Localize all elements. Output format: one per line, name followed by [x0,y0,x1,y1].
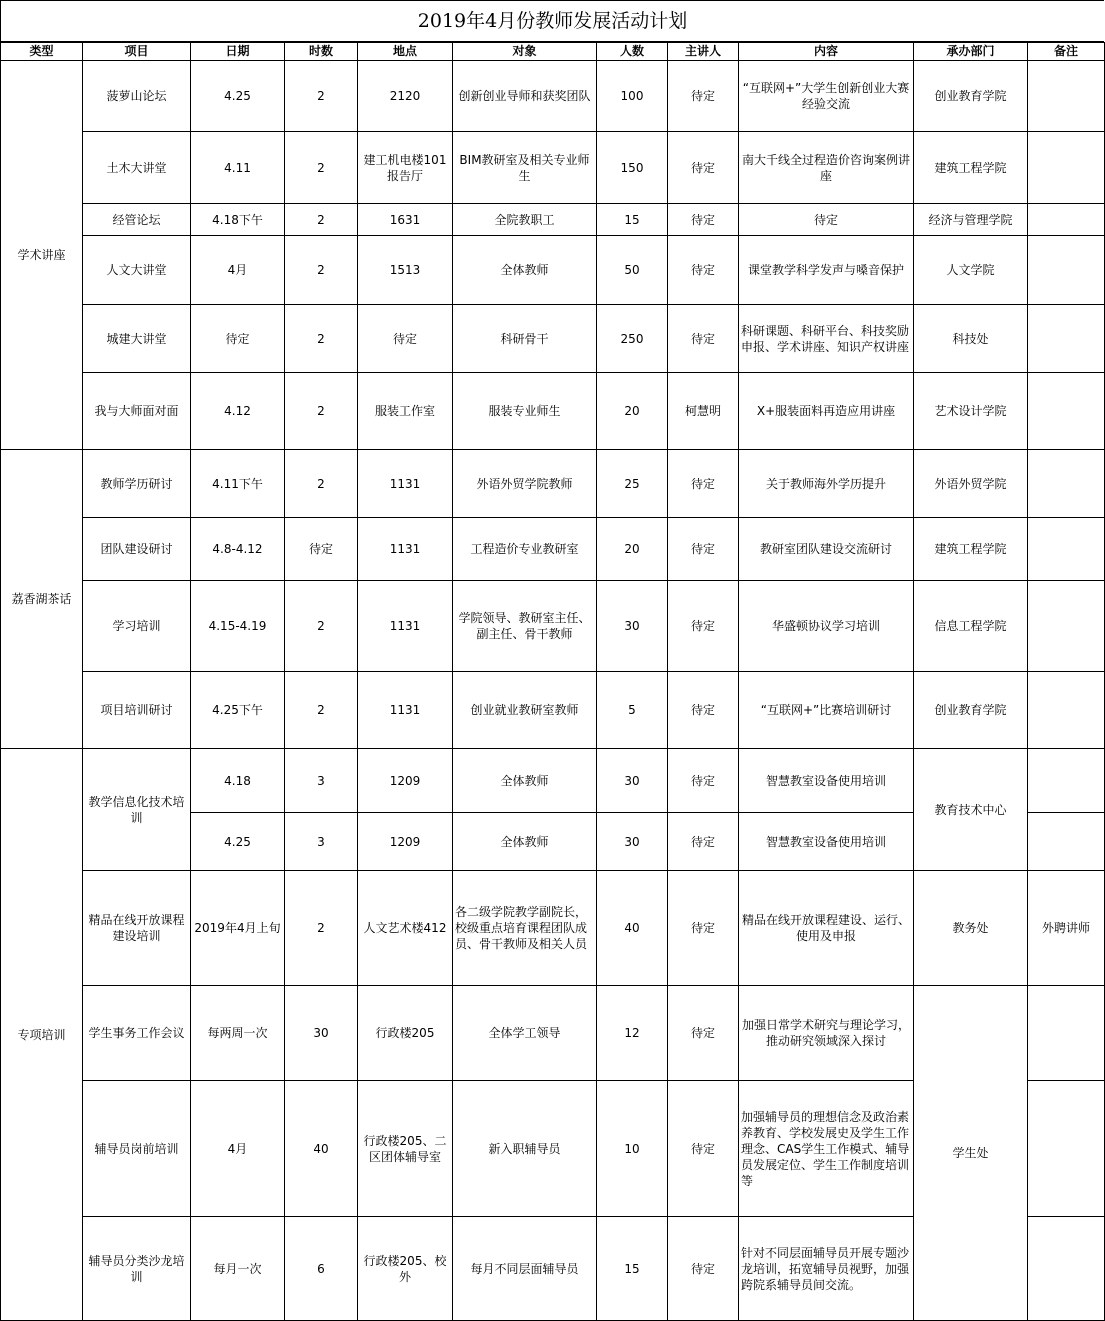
dept-cell: 人文学院 [914,236,1028,305]
note-cell [1028,986,1105,1081]
hours-cell: 2 [285,581,358,672]
content-cell: 关于教师海外学历提升 [739,450,914,518]
dept-cell: 科技处 [914,305,1028,373]
project-cell: 辅导员岗前培训 [83,1081,191,1217]
project-cell: 我与大师面对面 [83,373,191,450]
dept-cell: 经济与管理学院 [914,204,1028,236]
hours-cell: 2 [285,450,358,518]
dept-cell: 教务处 [914,871,1028,986]
table-row [1,61,1105,132]
header-cell: 项目 [83,43,191,61]
table-row [1,581,1105,672]
audience-cell: 每月不同层面辅导员 [453,1217,597,1321]
table-row [1,871,1105,986]
project-cell: 经管论坛 [83,204,191,236]
content-cell: 华盛顿协议学习培训 [739,581,914,672]
table-row [1,450,1105,518]
hours-cell: 30 [285,986,358,1081]
date-cell: 4.15-4.19 [191,581,285,672]
audience-cell: 各二级学院教学副院长，校级重点培育课程团队成员、骨干教师及相关人员 [453,871,597,986]
place-cell: 1131 [358,450,453,518]
note-cell [1028,236,1105,305]
project-cell: 教学信息化技术培训 [83,749,191,871]
audience-cell: BIM教研室及相关专业师生 [453,132,597,204]
project-cell: 城建大讲堂 [83,305,191,373]
header-cell: 人数 [597,43,668,61]
speaker-cell: 待定 [668,1217,739,1321]
speaker-cell: 待定 [668,871,739,986]
date-cell: 每月一次 [191,1217,285,1321]
speaker-cell: 待定 [668,581,739,672]
note-cell [1028,813,1105,871]
content-cell: 加强辅导员的理想信念及政治素养教育、学校发展史及学生工作理念、CAS学生工作模式、辅导员发展定位、学生工作制度培训等 [739,1081,914,1217]
count-cell: 12 [597,986,668,1081]
header-row [1,43,1105,61]
table-row [1,236,1105,305]
speaker-cell: 待定 [668,986,739,1081]
count-cell: 250 [597,305,668,373]
header-cell: 对象 [453,43,597,61]
speaker-cell: 待定 [668,450,739,518]
dept-cell: 教育技术中心 [914,749,1028,871]
note-cell [1028,305,1105,373]
category-cell: 专项培训 [1,749,83,1321]
date-cell: 4月 [191,1081,285,1217]
hours-cell: 6 [285,1217,358,1321]
hours-cell: 2 [285,672,358,749]
note-cell [1028,204,1105,236]
project-cell: 土木大讲堂 [83,132,191,204]
project-cell: 人文大讲堂 [83,236,191,305]
count-cell: 25 [597,450,668,518]
note-cell [1028,61,1105,132]
sheet-title: 2019年4月份教师发展活动计划 [1,1,1104,42]
table-row [1,986,1105,1081]
note-cell [1028,749,1105,813]
place-cell: 1513 [358,236,453,305]
count-cell: 50 [597,236,668,305]
content-cell: 针对不同层面辅导员开展专题沙龙培训，拓宽辅导员视野，加强跨院系辅导员间交流。 [739,1217,914,1321]
audience-cell: 全体教师 [453,236,597,305]
content-cell: “互联网+”比赛培训研讨 [739,672,914,749]
activity-table [0,42,1105,1321]
date-cell: 待定 [191,305,285,373]
content-cell: 南大千线全过程造价咨询案例讲座 [739,132,914,204]
content-cell: 精品在线开放课程建设、运行、使用及申报 [739,871,914,986]
header-cell: 备注 [1028,43,1105,61]
project-cell: 学习培训 [83,581,191,672]
date-cell: 4.18 [191,749,285,813]
place-cell: 1131 [358,672,453,749]
audience-cell: 外语外贸学院教师 [453,450,597,518]
content-cell: 待定 [739,204,914,236]
place-cell: 待定 [358,305,453,373]
dept-cell: 建筑工程学院 [914,518,1028,581]
dept-cell: 艺术设计学院 [914,373,1028,450]
speaker-cell: 待定 [668,749,739,813]
date-cell: 4.18下午 [191,204,285,236]
audience-cell: 学院领导、教研室主任、副主任、骨干教师 [453,581,597,672]
speaker-cell: 待定 [668,518,739,581]
speaker-cell: 待定 [668,813,739,871]
count-cell: 20 [597,518,668,581]
count-cell: 15 [597,204,668,236]
header-cell: 内容 [739,43,914,61]
audience-cell: 科研骨干 [453,305,597,373]
dept-cell: 创业教育学院 [914,61,1028,132]
table-row [1,518,1105,581]
count-cell: 30 [597,813,668,871]
audience-cell: 全体教师 [453,749,597,813]
hours-cell: 2 [285,204,358,236]
content-cell: 科研课题、科研平台、科技奖励申报、学术讲座、知识产权讲座 [739,305,914,373]
project-cell: 教师学历研讨 [83,450,191,518]
hours-cell: 2 [285,132,358,204]
content-cell: 加强日常学术研究与理论学习，推动研究领域深入探讨 [739,986,914,1081]
date-cell: 4月 [191,236,285,305]
date-cell: 4.25 [191,61,285,132]
audience-cell: 服装专业师生 [453,373,597,450]
audience-cell: 工程造价专业教研室 [453,518,597,581]
note-cell [1028,1217,1105,1321]
table-row [1,132,1105,204]
note-cell [1028,672,1105,749]
place-cell: 1131 [358,581,453,672]
date-cell: 2019年4月上旬 [191,871,285,986]
date-cell: 每两周一次 [191,986,285,1081]
project-cell: 精品在线开放课程建设培训 [83,871,191,986]
content-cell: 教研室团队建设交流研讨 [739,518,914,581]
place-cell: 服装工作室 [358,373,453,450]
dept-cell: 创业教育学院 [914,672,1028,749]
speaker-cell: 待定 [668,61,739,132]
note-cell: 外聘讲师 [1028,871,1105,986]
audience-cell: 创业就业教研室教师 [453,672,597,749]
place-cell: 1631 [358,204,453,236]
count-cell: 100 [597,61,668,132]
category-cell: 学术讲座 [1,61,83,450]
dept-cell: 建筑工程学院 [914,132,1028,204]
content-cell: 课堂教学科学发声与嗓音保护 [739,236,914,305]
hours-cell: 3 [285,813,358,871]
date-cell: 4.25下午 [191,672,285,749]
count-cell: 10 [597,1081,668,1217]
note-cell [1028,132,1105,204]
count-cell: 5 [597,672,668,749]
content-cell: X+服装面料再造应用讲座 [739,373,914,450]
date-cell: 4.12 [191,373,285,450]
count-cell: 15 [597,1217,668,1321]
note-cell [1028,450,1105,518]
table-row [1,373,1105,450]
date-cell: 4.25 [191,813,285,871]
hours-cell: 2 [285,373,358,450]
place-cell: 行政楼205 [358,986,453,1081]
hours-cell: 待定 [285,518,358,581]
place-cell: 人文艺术楼412 [358,871,453,986]
dept-cell: 信息工程学院 [914,581,1028,672]
header-cell: 日期 [191,43,285,61]
category-cell: 荔香湖茶话 [1,450,83,749]
hours-cell: 3 [285,749,358,813]
date-cell: 4.11下午 [191,450,285,518]
count-cell: 30 [597,749,668,813]
audience-cell: 全院教职工 [453,204,597,236]
place-cell: 行政楼205、校外 [358,1217,453,1321]
project-cell: 团队建设研讨 [83,518,191,581]
place-cell: 2120 [358,61,453,132]
speaker-cell: 待定 [668,204,739,236]
speaker-cell: 待定 [668,305,739,373]
count-cell: 20 [597,373,668,450]
speaker-cell: 柯慧明 [668,373,739,450]
audience-cell: 创新创业导师和获奖团队 [453,61,597,132]
hours-cell: 2 [285,236,358,305]
project-cell: 学生事务工作会议 [83,986,191,1081]
note-cell [1028,518,1105,581]
count-cell: 40 [597,871,668,986]
header-cell: 时数 [285,43,358,61]
project-cell: 菠萝山论坛 [83,61,191,132]
header-cell: 主讲人 [668,43,739,61]
speaker-cell: 待定 [668,1081,739,1217]
hours-cell: 2 [285,871,358,986]
speaker-cell: 待定 [668,672,739,749]
place-cell: 1209 [358,749,453,813]
date-cell: 4.8-4.12 [191,518,285,581]
note-cell [1028,1081,1105,1217]
content-cell: 智慧教室设备使用培训 [739,813,914,871]
hours-cell: 2 [285,305,358,373]
header-cell: 地点 [358,43,453,61]
dept-cell: 外语外贸学院 [914,450,1028,518]
speaker-cell: 待定 [668,236,739,305]
count-cell: 30 [597,581,668,672]
note-cell [1028,373,1105,450]
header-cell: 类型 [1,43,83,61]
table-row [1,749,1105,813]
table-row [1,305,1105,373]
place-cell: 1209 [358,813,453,871]
count-cell: 150 [597,132,668,204]
place-cell: 建工机电楼101报告厅 [358,132,453,204]
date-cell: 4.11 [191,132,285,204]
place-cell: 1131 [358,518,453,581]
hours-cell: 2 [285,61,358,132]
audience-cell: 全体教师 [453,813,597,871]
dept-cell: 学生处 [914,986,1028,1321]
hours-cell: 40 [285,1081,358,1217]
place-cell: 行政楼205、二区团体辅导室 [358,1081,453,1217]
content-cell: “互联网+”大学生创新创业大赛经验交流 [739,61,914,132]
table-row [1,204,1105,236]
audience-cell: 新入职辅导员 [453,1081,597,1217]
audience-cell: 全体学工领导 [453,986,597,1081]
content-cell: 智慧教室设备使用培训 [739,749,914,813]
note-cell [1028,581,1105,672]
project-cell: 项目培训研讨 [83,672,191,749]
header-cell: 承办部门 [914,43,1028,61]
project-cell: 辅导员分类沙龙培训 [83,1217,191,1321]
speaker-cell: 待定 [668,132,739,204]
table-row [1,672,1105,749]
